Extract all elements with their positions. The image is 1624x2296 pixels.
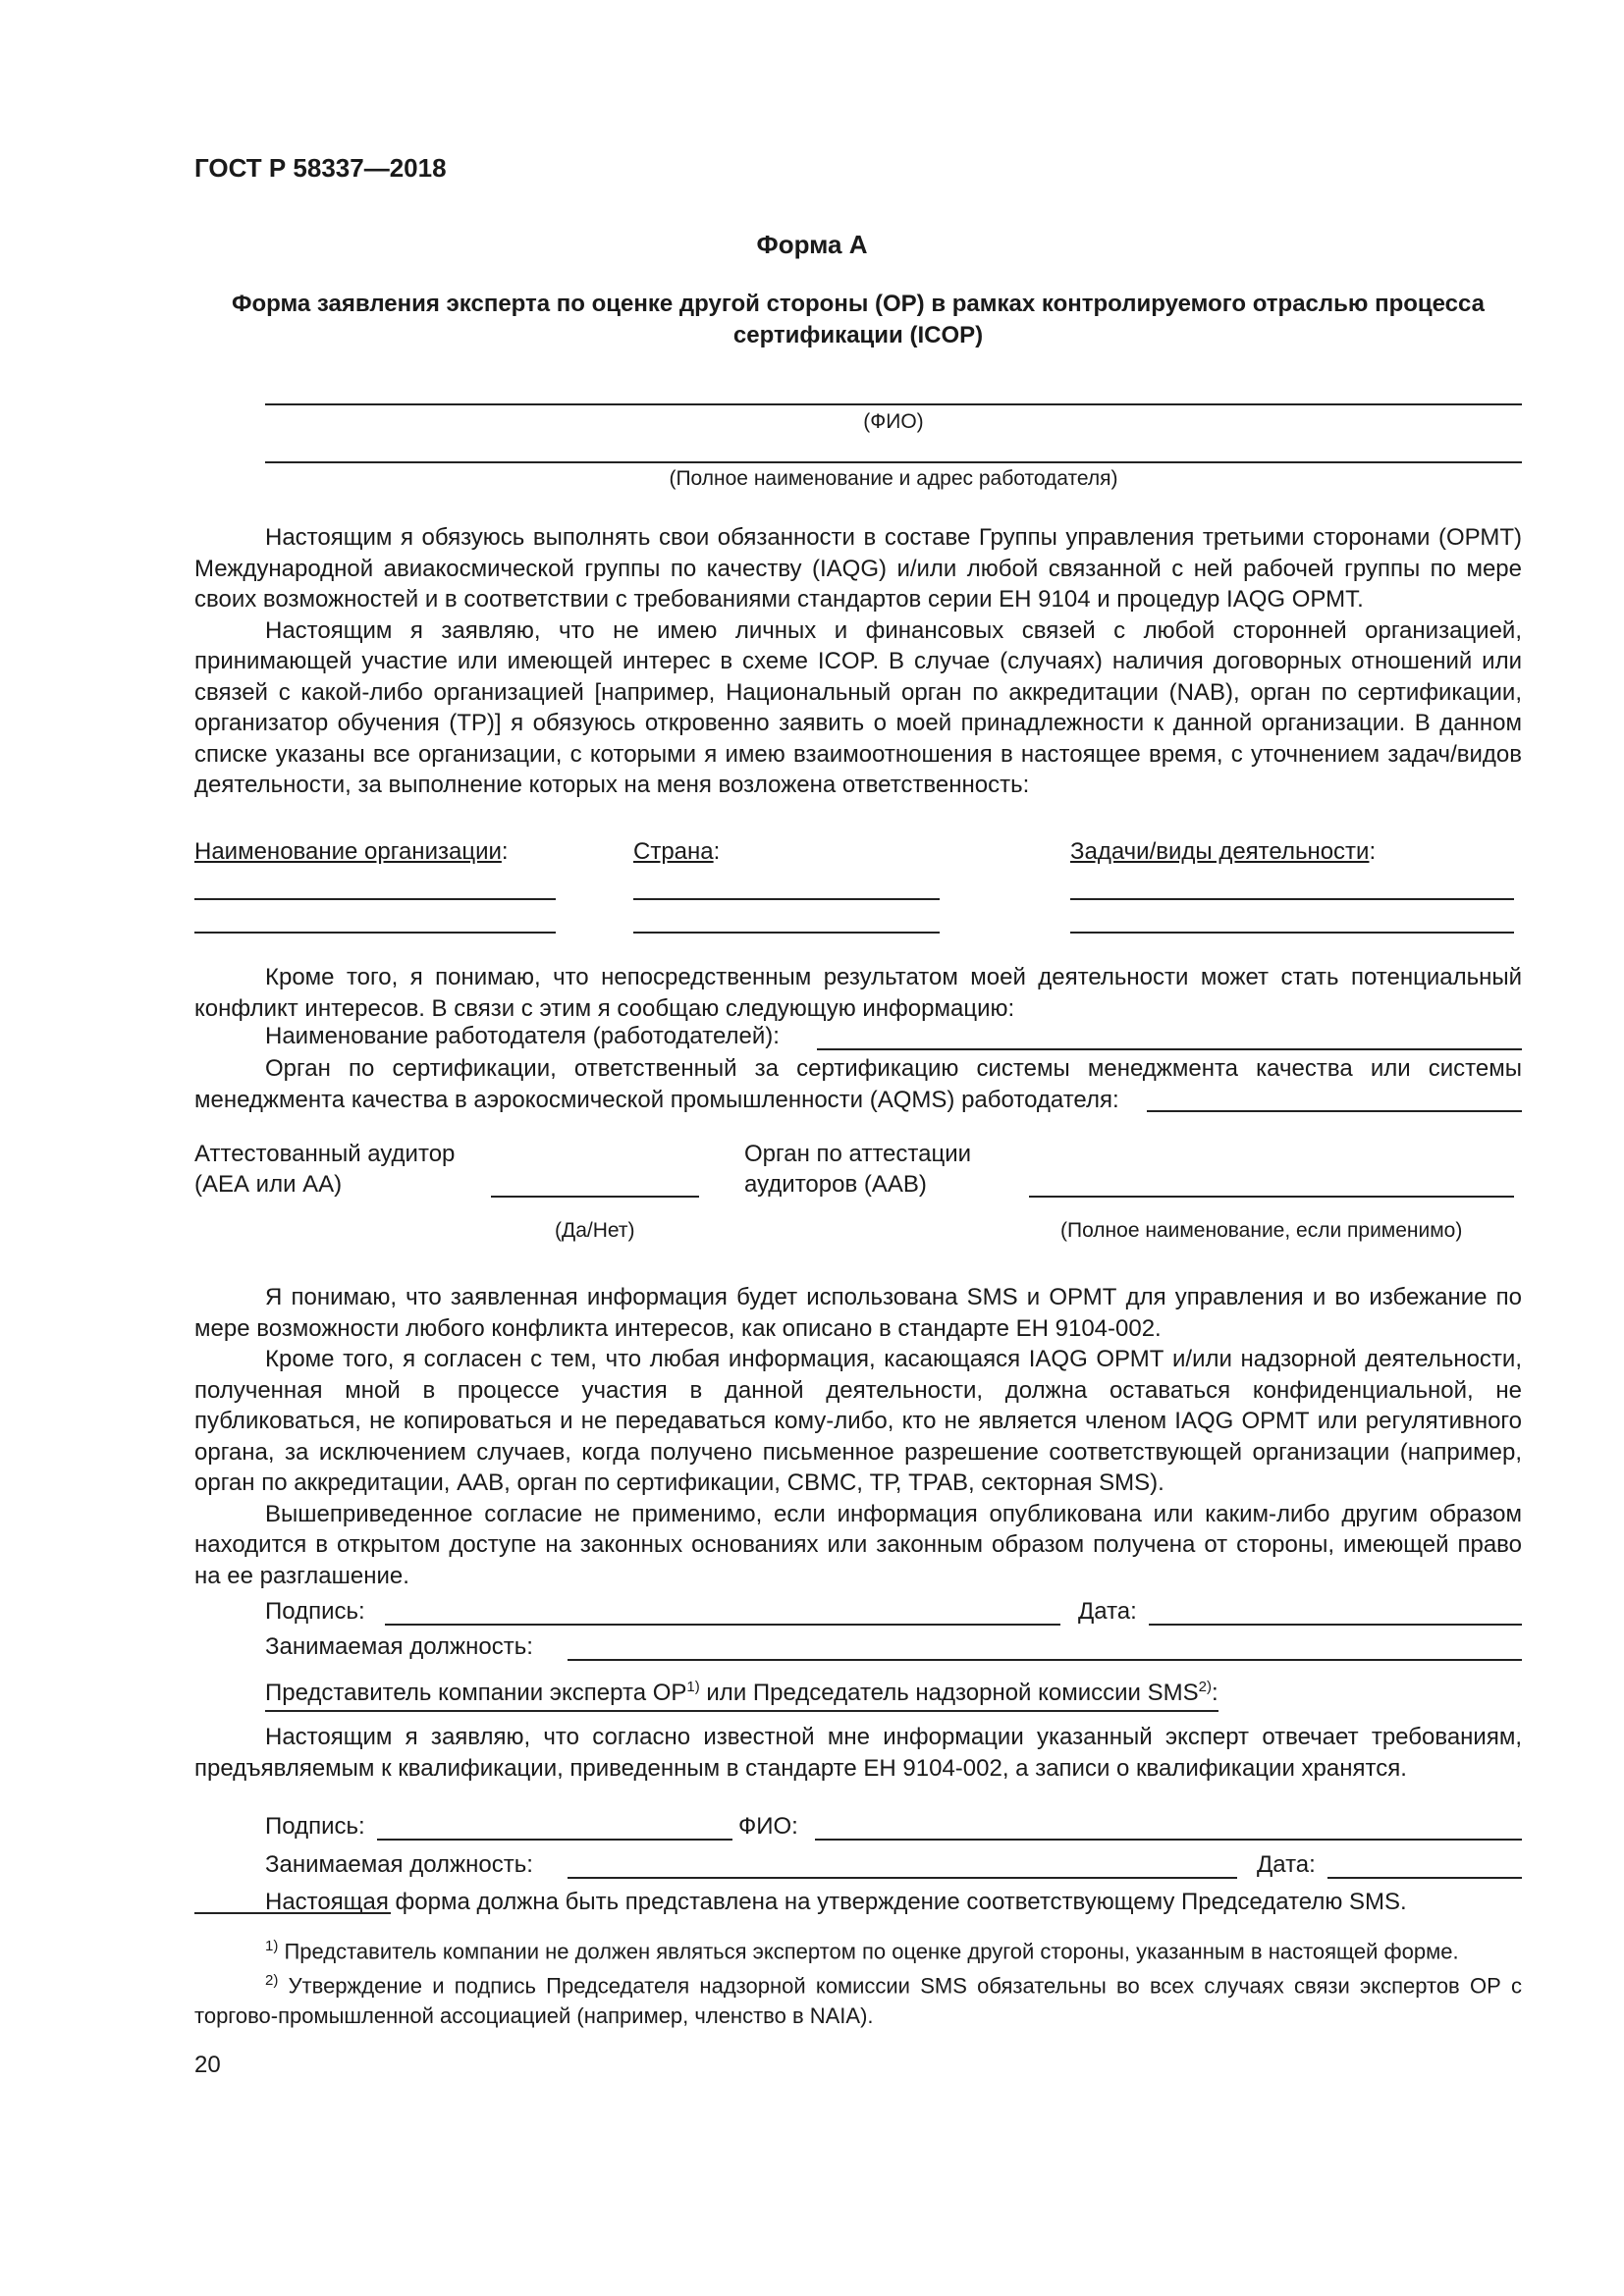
representative-fio-line[interactable] <box>815 1839 1522 1841</box>
org-name-line-1[interactable] <box>194 898 556 900</box>
country-line-1[interactable] <box>633 898 940 900</box>
footnotes <box>194 1932 1522 2031</box>
representative-date-line[interactable] <box>1327 1877 1522 1879</box>
representative-signature-label: Подпись: <box>265 1813 365 1840</box>
footnote-1: $^{1)}$ Представитель компании не должен являться экспертом по оценке другой стороны, указанным в настоящей форме. <box>265 1938 1459 1964</box>
footnote-2-mark: 2) <box>265 1972 279 1990</box>
conflict-text <box>194 962 1522 1024</box>
agreement-text <box>194 1282 1522 1591</box>
representative-statement-text <box>194 1722 1522 1784</box>
tasks-header: Задачи/виды деятельности: <box>1070 838 1377 865</box>
org-name-header: Наименование организации: <box>194 838 509 865</box>
date-label: Дата: <box>1078 1598 1137 1625</box>
org-name-line-2[interactable] <box>194 932 556 934</box>
form-title: Форма А <box>756 230 868 259</box>
conflict-paragraph: Кроме того, я понимаю, что непосредственным результатом моей деятельности может стать потенциальный конфликт интересов. В связи с этим я сообщаю следующую информацию: <box>194 964 1522 1022</box>
footnote-ref-2: 2) <box>1198 1679 1212 1695</box>
tasks-line-1[interactable] <box>1070 898 1514 900</box>
fio-line[interactable] <box>265 403 1522 405</box>
standard-id: ГОСТ Р 58337—2018 <box>194 153 447 183</box>
representative-position-line[interactable] <box>568 1877 1237 1879</box>
footnote-2: $^{2)}$ Утверждение и подпись Председателя надзорной комиссии SMS обязательны во всех случаях связи экспертов ОР с торгово-промышленной ассоциацией (например, членство в NAIA). <box>194 1972 1522 2028</box>
representative-fio-label: ФИО: <box>738 1813 798 1840</box>
employer-name-line[interactable] <box>817 1048 1522 1050</box>
employer-line[interactable] <box>265 461 1522 463</box>
agreement-paragraph-3: Вышеприведенное согласие не применимо, если информация опубликована или каким-либо другим образом находится в открытом доступе на законных основаниях или законным образом получена от стороны, имеющей право на ее разглашение. <box>194 1500 1522 1589</box>
cert-body-text <box>194 1053 1522 1115</box>
employer-name-label: Наименование работодателя (работодателей): <box>265 1023 780 1049</box>
footnote-divider <box>194 1912 391 1914</box>
form-subtitle: Форма заявления эксперта по оценке другой стороны (ОР) в рамках контролируемого отраслью процесса сертификации (ICOP) <box>231 291 1486 348</box>
representative-heading: Представитель компании эксперта ОР$^{1)}$ или Председатель надзорной комиссии SMS$^{2)}$: <box>265 1679 1218 1712</box>
date-line[interactable] <box>1149 1624 1522 1626</box>
agreement-paragraph-2: Кроме того, я согласен с тем, что любая информация, касающаяся IAQG ОРМТ и/или надзорной деятельности, полученная мной в процессе участия в данной деятельности, должна оставаться конфиденциальной, не публиковаться, не копироваться и не передаваться кому-либо, кто не является членом IAQG ОРМТ или регулятивного органа, за исключением случаев, когда получено письменное разрешение соответствующей организации (например, орган по аккредитации, ААВ, орган по сертификации, СВМС, ТР, TPAB, секторная SMS). <box>194 1346 1522 1496</box>
auditor-attestation-body-line[interactable] <box>1029 1196 1514 1198</box>
full-name-caption: (Полное наименование, если применимо) <box>1060 1219 1463 1242</box>
representative-signature-line[interactable] <box>377 1839 732 1841</box>
tasks-line-2[interactable] <box>1070 932 1514 934</box>
employer-caption: (Полное наименование и адрес работодателя) <box>669 467 1118 490</box>
signature-label: Подпись: <box>265 1598 365 1625</box>
country-line-2[interactable] <box>633 932 940 934</box>
representative-position-label: Занимаемая должность: <box>265 1851 533 1878</box>
representative-date-label: Дата: <box>1257 1851 1316 1878</box>
certified-auditor-line[interactable] <box>491 1196 699 1198</box>
footnote-ref-1: 1) <box>686 1679 700 1695</box>
submission-note: Настоящая форма должна быть представлена на утверждение соответствующему Председателю SMS. <box>265 1889 1407 1915</box>
country-header: Страна: <box>633 838 721 865</box>
auditor-attestation-body-label: Орган по аттестации аудиторов (ААВ) <box>744 1141 972 1198</box>
agreement-paragraph-1: Я понимаю, что заявленная информация будет использована SMS и ОРМТ для управления и во избежание по мере возможности любого конфликта интересов, как описано в стандарте ЕН 9104-002. <box>194 1284 1522 1342</box>
cert-body-line[interactable] <box>1147 1110 1522 1112</box>
representative-statement: Настоящим я заявляю, что согласно известной мне информации указанный эксперт отвечает требованиям, предъявляемым к квалификации, приведенным в стандарте ЕН 9104-002, а записи о квалификации хранятся. <box>194 1724 1522 1782</box>
yes-no-caption: (Да/Нет) <box>555 1219 635 1242</box>
position-line[interactable] <box>568 1659 1522 1661</box>
page-number: 20 <box>194 2052 221 2078</box>
certified-auditor-label: Аттестованный аудитор (АЕА или АА) <box>194 1141 456 1198</box>
intro-paragraph-2: Настоящим я заявляю, что не имею личных и финансовых связей с любой сторонней организацией, принимающей участие или имеющей интерес в схеме ICOP. В случае (случаях) наличия договорных отношений или связей с какой-либо организацией [например, Национальный орган по аккредитации (NAB), орган по сертификации, организатор обучения (ТР)] я обязуюсь откровенно заявить о моей принадлежности к данной организации. В данном списке указаны все организации, с которыми я имею взаимоотношения в настоящее время, с уточнением задач/видов деятельности, за выполнение которых на меня возложена ответственность: <box>194 616 1522 798</box>
signature-line[interactable] <box>385 1624 1060 1626</box>
footnote-1-mark: 1) <box>265 1938 279 1954</box>
intro-paragraph-1: Настоящим я обязуюсь выполнять свои обязанности в составе Группы управления третьими сторонами (ОРМТ) Международной авиакосмической группы по качеству (IAQG) и/или любой связанной с ней рабочей группы по мере своих возможностей и в соответствии с требованиями стандартов серии ЕН 9104 и процедур IAQG ОРМТ. <box>194 524 1522 613</box>
position-label: Занимаемая должность: <box>265 1633 533 1660</box>
cert-body-paragraph: Орган по сертификации, ответственный за сертификацию системы менеджмента качества или системы менеджмента качества в аэрокосмической промышленности (AQMS) работодателя: <box>194 1055 1522 1113</box>
fio-caption: (ФИО) <box>863 410 924 433</box>
intro-text <box>194 522 1522 801</box>
